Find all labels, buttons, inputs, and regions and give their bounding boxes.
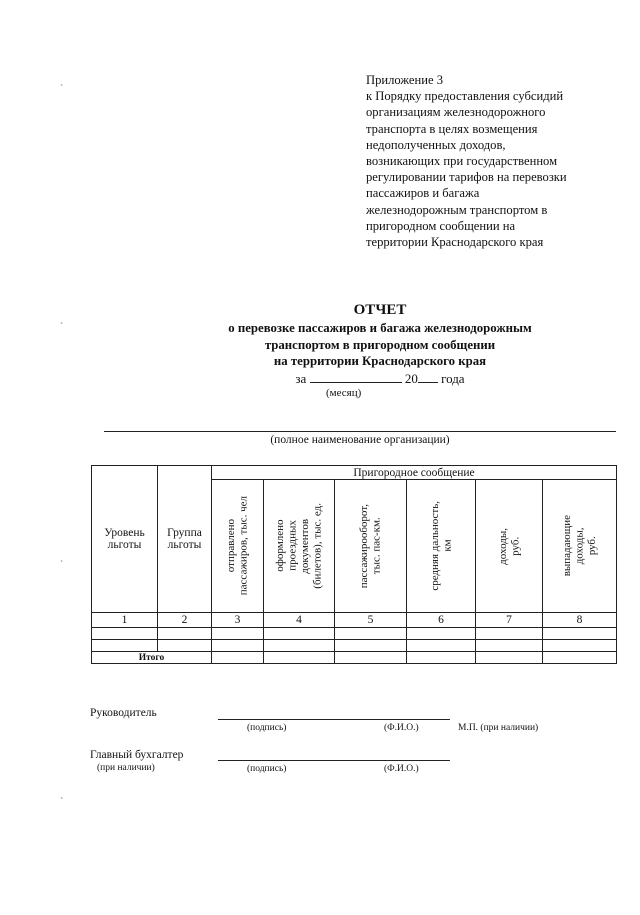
table-cell[interactable] bbox=[543, 628, 617, 640]
table-cell[interactable] bbox=[158, 640, 212, 652]
header-passengers-sent: отправлено пассажиров, тыс. чел bbox=[212, 480, 264, 613]
report-period bbox=[100, 371, 640, 387]
report-subtitle-line: транспортом в пригородном сообщении bbox=[264, 337, 496, 352]
appendix-line: к Порядку предоставления субсидий bbox=[366, 89, 564, 104]
table-cell[interactable] bbox=[212, 652, 264, 664]
stamp-caption: М.П. (при наличии) bbox=[458, 723, 539, 733]
scan-mark: ˋ bbox=[60, 560, 64, 571]
period-year: 20 bbox=[404, 371, 418, 386]
table-cell[interactable] bbox=[212, 640, 264, 652]
head-sign-caption: (подпись) bbox=[247, 723, 287, 733]
appendix-line: организациям железнодорожного bbox=[366, 105, 546, 120]
table-cell[interactable] bbox=[212, 628, 264, 640]
column-number: 6 bbox=[407, 613, 476, 628]
appendix-line: регулировании тарифов на перевозки bbox=[366, 170, 567, 185]
table-cell[interactable] bbox=[158, 628, 212, 640]
report-title: ОТЧЕТ bbox=[353, 302, 407, 318]
table-cell[interactable] bbox=[335, 652, 407, 664]
report-subtitle-line: о перевозке пассажиров и багажа железнодорожным bbox=[228, 321, 532, 335]
organization-caption: (полное наименование организации) bbox=[270, 434, 450, 446]
column-number: 8 bbox=[543, 613, 617, 628]
column-numbers-row bbox=[92, 613, 617, 628]
period-prefix: за bbox=[295, 371, 307, 386]
table-cell[interactable] bbox=[476, 652, 543, 664]
table-cell[interactable] bbox=[264, 628, 335, 640]
appendix-line: территории Краснодарского края bbox=[366, 235, 544, 250]
head-label: Руководитель bbox=[90, 707, 157, 719]
header-group: Группа льготы bbox=[158, 466, 212, 613]
table-cell[interactable] bbox=[264, 640, 335, 652]
appendix-line: пригородном сообщении на bbox=[366, 218, 516, 233]
accountant-signature-line[interactable] bbox=[218, 760, 450, 761]
header-average-distance: средняя дальность, км bbox=[407, 480, 476, 613]
table-cell[interactable] bbox=[264, 652, 335, 664]
report-subtitle-line: на территории Краснодарского края bbox=[273, 354, 487, 369]
appendix-line: Приложение 3 bbox=[366, 73, 444, 87]
appendix-block bbox=[366, 72, 567, 250]
header-income: доходы, руб. bbox=[476, 480, 543, 613]
month-caption: (месяц) bbox=[326, 387, 362, 399]
table-cell[interactable] bbox=[476, 628, 543, 640]
appendix-line: пассажиров и багажа bbox=[366, 186, 480, 201]
table-cell[interactable] bbox=[476, 640, 543, 652]
accountant-label: Главный бухгалтер bbox=[90, 749, 184, 761]
year-field[interactable] bbox=[418, 371, 438, 383]
accountant-note: (при наличии) bbox=[97, 763, 155, 773]
total-row bbox=[92, 652, 617, 664]
appendix-line: железнодорожным транспортом в bbox=[366, 202, 548, 217]
appendix-line: недополученных доходов, bbox=[366, 137, 506, 152]
period-suffix: года bbox=[441, 371, 465, 386]
header-tickets-issued: оформлено проездных документов (билетов), тыс. ед. bbox=[264, 480, 335, 613]
appendix-line: транспорта в целях возмещения bbox=[366, 121, 538, 136]
appendix-line: возникающих при государственном bbox=[366, 154, 558, 169]
accountant-name-caption: (Ф.И.О.) bbox=[384, 764, 419, 774]
table-cell[interactable] bbox=[92, 628, 158, 640]
header-level: Уровень льготы bbox=[92, 466, 158, 613]
column-number: 1 bbox=[92, 613, 158, 628]
scan-mark: ˋ bbox=[60, 322, 64, 333]
head-signature-line[interactable] bbox=[218, 719, 450, 720]
table-cell[interactable] bbox=[407, 640, 476, 652]
report-table bbox=[91, 465, 617, 664]
table-cell[interactable] bbox=[407, 628, 476, 640]
report-subtitle bbox=[100, 320, 640, 370]
header-passenger-turnover: пассажирооборот, тыс. пас-км. bbox=[335, 480, 407, 613]
column-number: 4 bbox=[264, 613, 335, 628]
table-cell[interactable] bbox=[335, 628, 407, 640]
column-number: 2 bbox=[158, 613, 212, 628]
table-cell[interactable] bbox=[407, 652, 476, 664]
table-cell[interactable] bbox=[543, 652, 617, 664]
table-cell[interactable] bbox=[92, 640, 158, 652]
month-field[interactable] bbox=[310, 371, 402, 383]
header-lost-income: выпадающие доходы, руб. bbox=[543, 480, 617, 613]
table-row bbox=[92, 628, 617, 640]
table-row bbox=[92, 640, 617, 652]
table-cell[interactable] bbox=[543, 640, 617, 652]
header-suburban: Пригородное сообщение bbox=[212, 466, 617, 480]
accountant-sign-caption: (подпись) bbox=[247, 764, 287, 774]
organization-field[interactable] bbox=[104, 431, 616, 432]
total-label: Итого bbox=[92, 652, 212, 664]
scan-mark: ˋ bbox=[60, 797, 64, 808]
table-cell[interactable] bbox=[335, 640, 407, 652]
head-name-caption: (Ф.И.О.) bbox=[384, 723, 419, 733]
column-number: 5 bbox=[335, 613, 407, 628]
column-number: 7 bbox=[476, 613, 543, 628]
scan-mark: ˋ bbox=[60, 84, 64, 95]
column-number: 3 bbox=[212, 613, 264, 628]
